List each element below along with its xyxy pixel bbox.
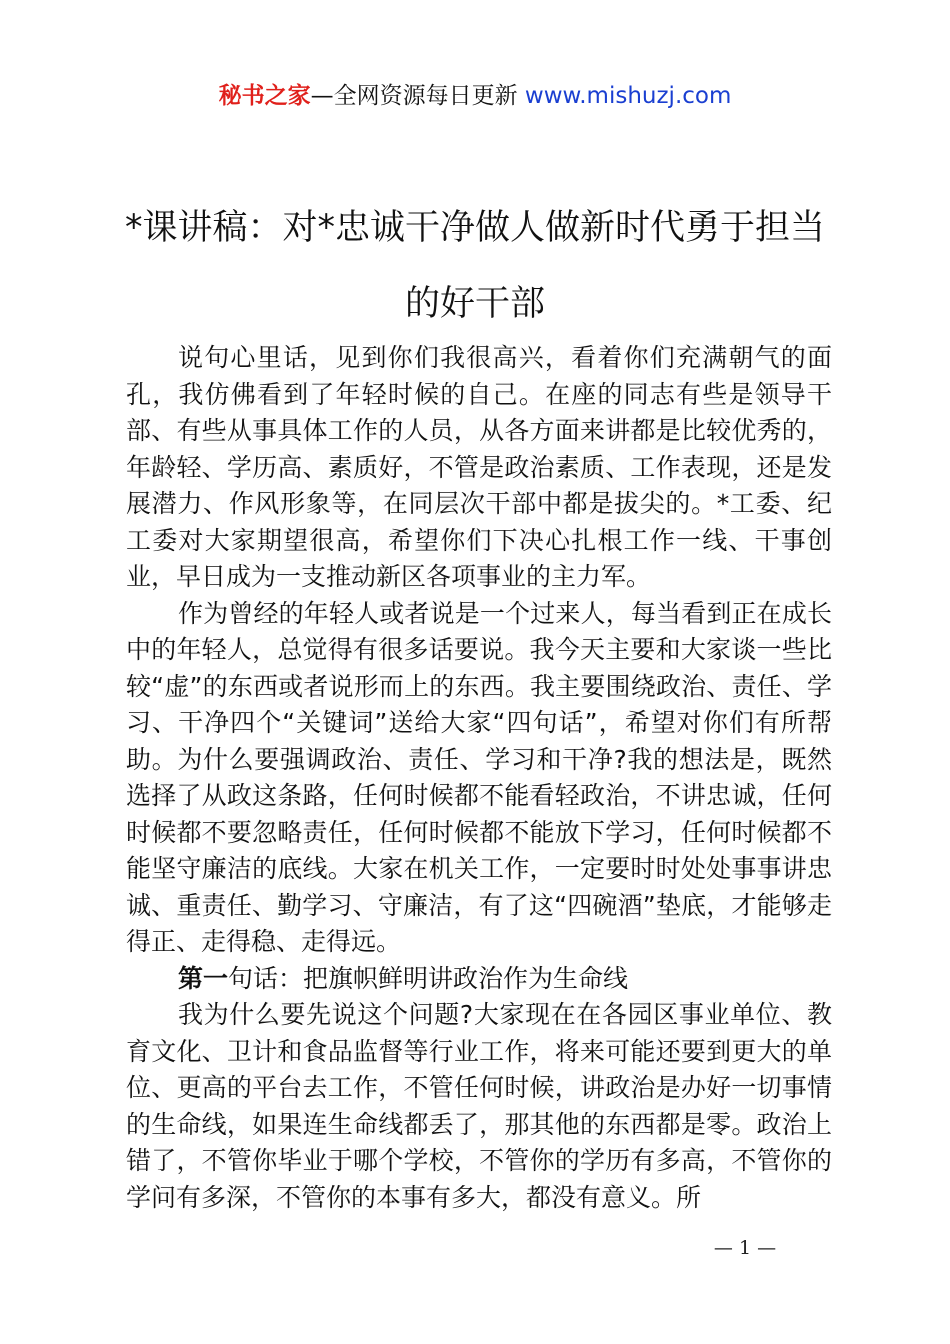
section-heading-text: 句话：把旗帜鲜明讲政治作为生命线 [228, 963, 629, 993]
banner-tagline: —全网资源每日更新 [310, 83, 525, 109]
site-url-link[interactable]: www.mishuzj.com [524, 83, 732, 109]
page-number: — 1 — [713, 1237, 777, 1259]
brand-name: 秘书之家 [218, 83, 311, 109]
site-banner [0, 80, 950, 112]
document-title: *课讲稿：对*忠诚干净做人做新时代勇于担当的好干部 [125, 208, 826, 324]
body-paragraph-3: 我为什么要先说这个问题?大家现在在各园区事业单位、教育文化、卫计和食品监督等行业工作，将来可能还要到更大的单位、更高的平台去工作，不管任何时候，讲政治是办好一切事情的生命线，如果连生命线都丢了，那其他的东西都是零。政治上错了，不管你毕业于哪个学校，不管你的学历有多高，不管你的学问有多深，不管你的本事有多大，都没有意义。所 [126, 1000, 832, 1212]
section-heading-lead: 第一 [178, 963, 229, 993]
body-paragraph-2: 作为曾经的年轻人或者说是一个过来人，每当看到正在成长中的年轻人，总觉得有很多话要说。我今天主要和大家谈一些比较“虚”的东西或者说形而上的东西。我主要围绕政治、责任、学习、干净四个“关键词”送给大家“四句话”，希望对你们有所帮助。为什么要强调政治、责任、学习和干净?我的想法是，既然选择了从政这条路，任何时候都不能看轻政治，不讲忠诚，任何时候都不要忽略责任，任何时候都不能放下学习，任何时候都不能坚守廉洁的底线。大家在机关工作，一定要时时处处事事讲忠诚、重责任、勤学习、守廉洁，有了这“四碗酒”垫底，才能够走得正、走得稳、走得远。 [126, 598, 832, 956]
document-body [126, 340, 832, 1216]
section-heading [126, 961, 832, 998]
body-paragraph-1: 说句心里话，见到你们我很高兴，看着你们充满朝气的面孔，我仿佛看到了年轻时候的自己。在座的同志有些是领导干部、有些从事具体工作的人员，从各方面来讲都是比较优秀的，年龄轻、学历高、素质好，不管是政治素质、工作表现，还是发展潜力、作风形象等，在同层次干部中都是拔尖的。*工委、纪工委对大家期望很高，希望你们下决心扎根工作一线、干事创业，早日成为一支推动新区各项事业的主力军。 [126, 343, 832, 591]
